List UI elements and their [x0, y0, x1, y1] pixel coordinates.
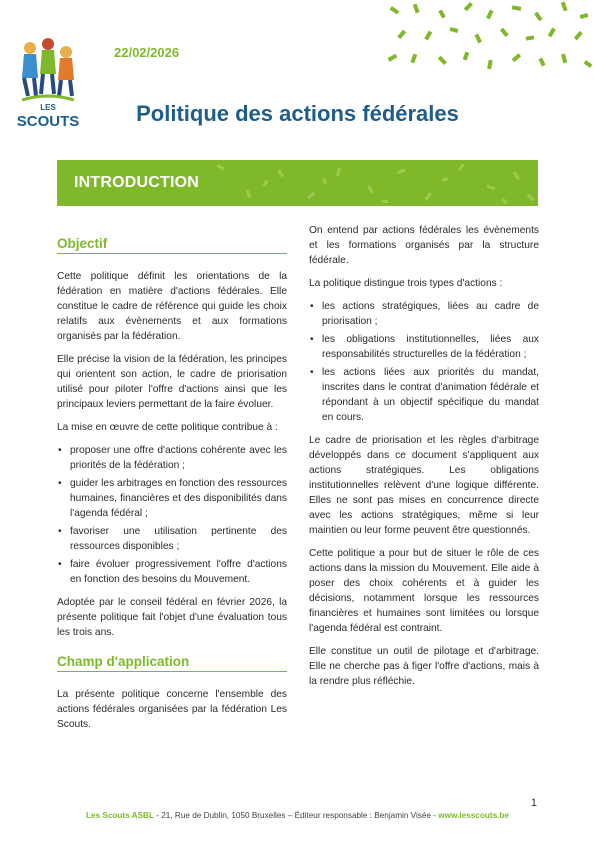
svg-text:SCOUTS: SCOUTS	[16, 113, 80, 130]
paragraph: La politique distingue trois types d'actions :	[309, 278, 503, 289]
list-item: • favoriser une utilisation pertinente des ressources disponibles ;	[58, 526, 287, 552]
list-item: • proposer une offre d'actions cohérente avec les priorités de la fédération ;	[58, 445, 287, 471]
bullet-icon: •	[58, 478, 62, 489]
paragraph: Le cadre de priorisation et les règles d'arbitrage développés dans ce document s'appliquent aux actions stratégiques. Les obligations institutionnelles relèvent d'une logique différente. Elles ne sont pas mises en concurrence directe avec les actions stratégiques, même si leur maintien ou leur forme peuvent être questionnés.	[309, 435, 539, 536]
paragraph: Cette politique définit les orientations de la fédération en matière d'actions fédérales. Elle constitue le cadre de référence qui guide les choix relatifs aux évènements et aux formations organisés par la fédération.	[57, 271, 287, 342]
right-column	[309, 223, 539, 697]
footer-website-link[interactable]: www.lesscouts.be	[438, 811, 509, 820]
page-number: 1	[530, 797, 537, 809]
bullet-icon: •	[310, 367, 314, 378]
list-item: • les actions liées aux priorités du mandat, inscrites dans le contrat d'animation fédérale et répondant à un objectif spécifique du mandat en cours.	[310, 367, 539, 423]
list-item: • les obligations institutionnelles, liées aux responsabilités structurelles de la fédération ;	[310, 334, 539, 360]
list-item: • les actions stratégiques, liées au cadre de priorisation ;	[310, 301, 539, 327]
bullet-icon: •	[310, 301, 314, 312]
paragraph: Elle précise la vision de la fédération, les principes qui orientent son action, le cadre de priorisation utilisé pour piloter l'offre d'actions ainsi que les principaux leviers permettant de la faire évoluer.	[57, 354, 287, 410]
section-banner	[57, 160, 538, 206]
bullet-icon: •	[58, 445, 62, 456]
paragraph: Adoptée par le conseil fédéral en février 2026, la présente politique fait l'objet d'une évaluation tous les trois ans.	[57, 597, 287, 638]
page-title: Politique des actions fédérales	[136, 101, 459, 126]
list-item: • guider les arbitrages en fonction des ressources humaines, financières et des disponibilités dans l'agenda fédéral ;	[58, 478, 287, 519]
left-column	[57, 236, 287, 740]
paragraph: Cette politique a pour but de situer le rôle de ces actions dans la mission du Mouvement. Elle aide à poser des choix cohérents et à guider les décisions, notamment lorsque les ressources financières et humaines sont limitées ou lorsque l'agenda fédéral est contraint.	[309, 548, 539, 634]
banner-label: INTRODUCTION	[74, 174, 200, 191]
section-title-objectif: Objectif	[57, 236, 287, 254]
document-date: 22/02/2026	[114, 45, 180, 60]
section-title-champ-application: Champ d'application	[57, 654, 287, 672]
bullet-icon: •	[310, 334, 314, 345]
svg-text:LES: LES	[40, 103, 56, 112]
bullet-icon: •	[58, 526, 62, 537]
bullet-list	[57, 443, 287, 587]
paragraph: La mise en œuvre de cette politique contribue à :	[57, 422, 278, 433]
bullet-icon: •	[58, 559, 62, 570]
list-item: • faire évoluer progressivement l'offre d'actions en fonction des besoins du Mouvement.	[58, 559, 287, 585]
paragraph: Elle constitue un outil de pilotage et d'arbitrage. Elle ne cherche pas à figer l'offre d'actions, mais à la rendre plus réfléchie.	[309, 646, 539, 687]
paragraph: On entend par actions fédérales les évènements et les formations organisés par la structure fédérale.	[309, 225, 539, 266]
bullet-list	[309, 299, 539, 425]
page-footer	[0, 811, 595, 820]
footer-org: Les Scouts ASBL	[86, 811, 154, 820]
footer-address: - 21, Rue de Dublin, 1050 Bruxelles – Éditeur responsable : Benjamin Visée -	[153, 811, 439, 820]
decorative-confetti-pattern	[380, 0, 595, 80]
paragraph: La présente politique concerne l'ensemble des actions fédérales organisées par la fédération Les Scouts.	[57, 689, 287, 730]
